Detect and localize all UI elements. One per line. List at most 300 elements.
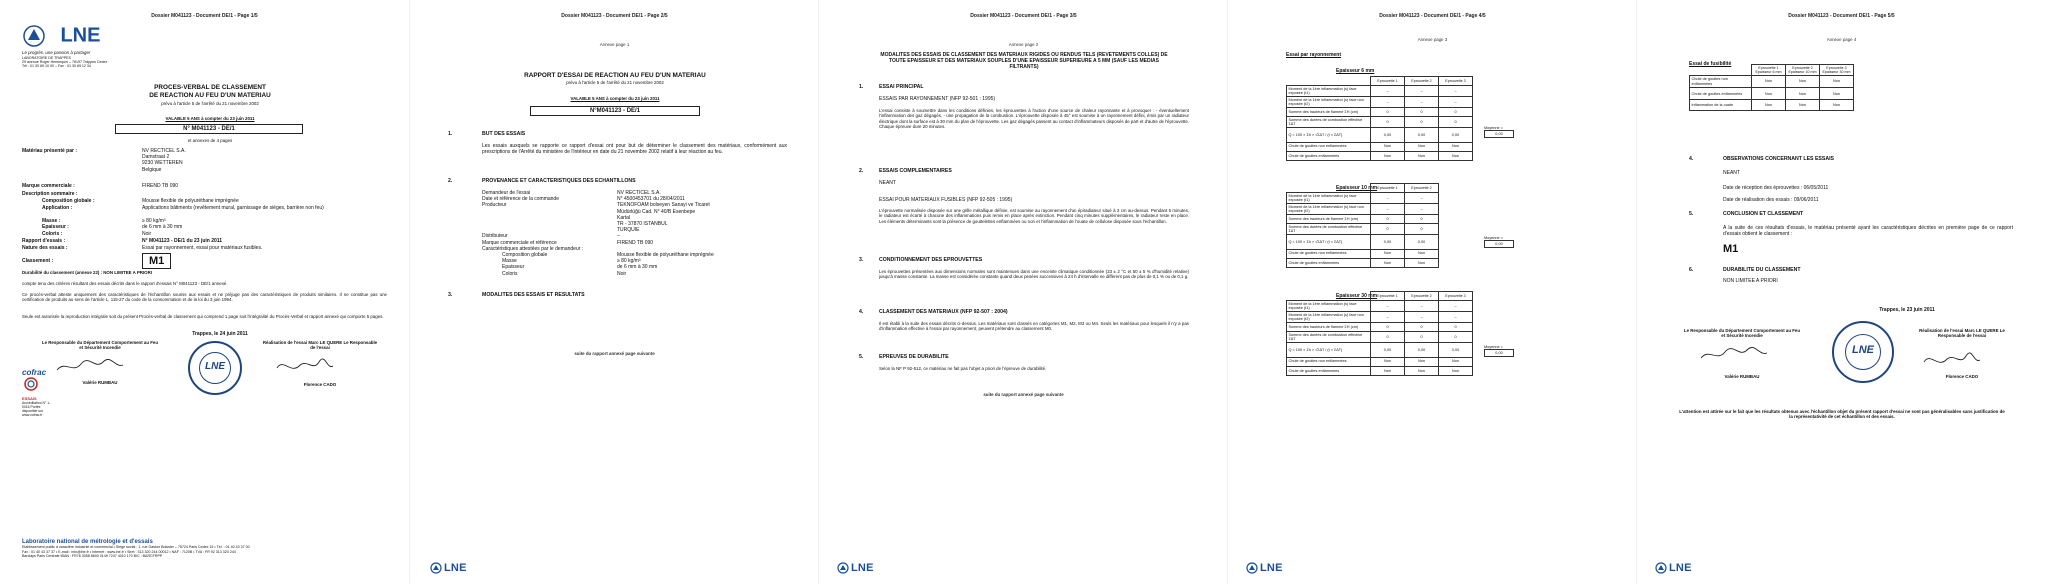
page-footer — [22, 539, 397, 559]
section-title: PROVENANCE ET CARACTERISTIQUES DES ECHANTILLONS — [482, 178, 636, 184]
cell: Non — [1405, 142, 1439, 151]
mean-value: 0,00 — [1484, 349, 1514, 357]
table-row — [1287, 86, 1473, 97]
block-title: Epaisseur 6 mm — [1336, 68, 1375, 74]
row-label: Coloris — [502, 270, 518, 277]
row-label: Chute de gouttes enflammées — [1287, 366, 1371, 375]
field-row — [22, 245, 392, 252]
subtitle: prévu à l'article 5 de l'arrêté du 21 novembre 2002 — [161, 101, 259, 106]
cell: – — [1439, 312, 1473, 323]
row-label: Composition globale — [502, 252, 548, 259]
cell: 0 — [1371, 117, 1405, 128]
field-label: Description sommaire : — [22, 191, 78, 197]
place-date: Trappes, le 24 juin 2011 — [192, 331, 248, 337]
cell: Non — [1752, 100, 1786, 110]
cell: 0 — [1439, 108, 1473, 117]
continued-note: suite du rapport annexé page suivante — [574, 351, 655, 356]
signatory-left-name: Valérie RUMBAU — [1724, 374, 1760, 379]
signature-left-icon — [1699, 344, 1769, 364]
section-number: 2. — [448, 178, 453, 184]
section-text: Les essais auxquels se rapporte ce rapport d'essai ont pour but de déterminer le classement des matériaux, conformément aux prescriptions de l'Arrêté du ministère de l'intérieur en date du 21 novembre 2002 relatif à leur réaction au feu. — [482, 143, 787, 156]
section-title: EPREUVES DE DURABILITE — [879, 354, 949, 360]
field-value: N° M041123 - DE/1 du 23 juin 2011 — [142, 237, 223, 244]
field-value: FIREND TB 090 — [142, 183, 179, 189]
cell: Non — [1371, 357, 1405, 366]
title-line-2: DE REACTION AU FEU D'UN MATERIAU — [149, 91, 271, 99]
lne-logo — [22, 24, 100, 48]
material-fields — [22, 148, 392, 252]
cell: Non — [1405, 366, 1439, 375]
column-header: Eprouvette 1 — [1371, 77, 1405, 86]
row-label: Moment de la 1ère inflammation (s) face exposée (t1) — [1287, 86, 1371, 97]
cell: 0 — [1405, 117, 1439, 128]
table-row — [1690, 76, 1854, 88]
mean-label: Moyenne = — [1484, 345, 1503, 349]
page-4 — [1227, 0, 1637, 584]
stamp-text: LNE — [205, 361, 225, 372]
cell: 0 — [1405, 323, 1439, 332]
mean-box — [1484, 236, 1514, 248]
column-header: Eprouvette 1 Epaisseur 6 mm — [1752, 65, 1786, 76]
column-header: Eprouvette 3 — [1439, 77, 1473, 86]
section-title: CONDITIONNEMENT DES EPROUVETTES — [879, 257, 983, 263]
signatory-right-title: Réalisation de l'essai Marc LE QUERE Le Responsable de l'essai — [1919, 328, 2005, 339]
cell: – — [1405, 204, 1439, 215]
field-label: Composition globale : — [42, 198, 95, 204]
table-row — [1287, 108, 1473, 117]
row-value: NV RECTICEL S.A. — [617, 190, 661, 196]
field-row — [22, 231, 392, 238]
row-label: Chute de gouttes non enflammées — [1287, 249, 1371, 258]
section-title: MODALITES DES ESSAIS ET RESULTATS — [482, 292, 585, 298]
row-label: Moment de la 1ère inflammation (s) face non exposée (t2) — [1287, 97, 1371, 108]
cell: – — [1439, 86, 1473, 97]
validity: VALABLE 5 ANS à compter du 23 juin 2011 — [165, 116, 255, 121]
mean-value: 0,00 — [1484, 130, 1514, 138]
page-header: Dossier M041123 - Document DE/1 - Page 2/5 — [561, 13, 668, 19]
tagline: Le progrès, une passion à partager — [22, 50, 91, 55]
row-value: – — [617, 233, 620, 240]
field-row — [22, 148, 392, 179]
section-subtitle: ESSAI POUR MATERIAUX FUSIBLES (NFP 92-505 : 1995) — [879, 197, 1013, 203]
signatory-left-title: Le Responsable du Département Comportement au Feu et Sécurité Incendie — [41, 340, 159, 351]
field-value: Applications bâtiments (revêtement mural, garnissage de sièges, barrière non feu) — [142, 205, 324, 211]
lne-footer-logo — [1246, 562, 1283, 574]
signatory-right-name: Florence CADO — [1945, 374, 1979, 379]
mean-value: 0,00 — [1484, 240, 1514, 248]
field-value: de 6 mm à 30 mm — [142, 224, 183, 231]
cell: 0 — [1405, 108, 1439, 117]
page-3 — [818, 0, 1228, 584]
logo-text: LNE — [1669, 562, 1692, 574]
cell: – — [1371, 97, 1405, 108]
row-label: Inflammation de la ouate — [1690, 100, 1752, 110]
signatory-right-title: Réalisation de l'essai Marc LE QUERE Le Responsable de l'essai — [262, 340, 378, 351]
table-row — [1287, 357, 1473, 366]
cell: – — [1405, 312, 1439, 323]
row-label: Chute de gouttes enflammées — [1287, 151, 1371, 160]
results-table-6mm — [1286, 76, 1473, 161]
signature-right-icon — [1922, 350, 1982, 370]
block-title: Epaisseur 30 mm — [1336, 293, 1378, 299]
table-row — [1287, 332, 1473, 343]
footer-title: Laboratoire national de métrologie et d'essais — [22, 539, 153, 545]
durability-value: NON LIMITEE A PRIORI — [1723, 278, 1778, 284]
mean-box — [1484, 345, 1514, 357]
column-header: Eprouvette 2 Epaisseur 10 mm — [1786, 65, 1820, 76]
field-label: Nature des essais : — [22, 244, 68, 251]
table-row — [1287, 117, 1473, 128]
fusibility-table — [1689, 64, 1854, 111]
field-value: Mousse flexible de polyuréthane imprégnée — [142, 198, 239, 204]
section-number: 2. — [859, 168, 864, 174]
doc-number-box — [115, 124, 305, 134]
mean-label: Moyenne = — [1484, 236, 1503, 240]
table-row — [1287, 249, 1439, 258]
lne-footer-logo — [837, 562, 874, 574]
cell: – — [1439, 301, 1473, 312]
column-header: Eprouvette 1 — [1371, 292, 1405, 301]
empty-cell — [1287, 292, 1371, 301]
row-label: Somme des hauteurs de flamme ΣH (cm) — [1287, 215, 1371, 224]
lne-footer-logo — [1655, 562, 1692, 574]
row-label: Chute de gouttes enflammées — [1690, 88, 1752, 100]
field-value: Essai par rayonnement, essai pour matériaux fusibles. — [142, 244, 263, 251]
classification-label: Classement : — [22, 257, 54, 264]
row-label: Producteur — [482, 202, 507, 209]
row-label: Caractéristiques attestées par le demandeur : — [482, 245, 584, 252]
section-text: Selon la NF P 92-512, ce matériau ne fait pas l'objet a priori de l'épreuve de durabilité. — [879, 366, 1047, 371]
section-title: ESSAI PRINCIPAL — [879, 84, 924, 90]
cell: 0 — [1439, 323, 1473, 332]
empty-cell — [1287, 184, 1371, 193]
row-value: ≥ 80 kg/m³ — [617, 258, 641, 265]
cofrac-text: cofrac — [22, 368, 47, 377]
page-title — [60, 84, 360, 99]
cell: – — [1405, 193, 1439, 204]
field-row — [22, 238, 392, 245]
row — [482, 271, 792, 277]
section-number: 1. — [859, 84, 864, 90]
table-row — [1690, 88, 1854, 100]
lab-line: 29 avenue Roger Hennequin – 78197 Trappes Cedex — [22, 60, 108, 65]
cell: 0 — [1405, 224, 1439, 235]
cell: Non — [1820, 100, 1854, 110]
cell: – — [1405, 86, 1439, 97]
subtitle: prévu à l'article 5 de l'arrêté du 21 novembre 2002 — [566, 80, 664, 85]
table-header-row — [1287, 184, 1439, 193]
doc-number-box — [530, 106, 700, 116]
table-row — [1690, 100, 1854, 110]
section-number: 1. — [448, 131, 453, 137]
disclaimer-notice: L'attention est attirée sur le fait que les résultats obtenus avec l'échantillon objet du présent rapport d'essai ne sont pas généralisables sans justification de la représentativité de cet échantillon et des essais. — [1679, 409, 2005, 420]
page-title: MODALITES DES ESSAIS DE CLASSEMENT DES MATERIAUX RIGIDES OU RENDUS TELS (REVETEMENTS COLLES) DE TOUTE EPAISSEUR ET DES MATERIAUX SOUPLES D'UNE EPAISSEUR SUPERIEURE A 5 MM (SAUF LES MEDIAS FILTRANTS) — [880, 52, 1168, 71]
cell: Non — [1786, 76, 1820, 88]
row-label: Somme des hauteurs de flamme ΣH (cm) — [1287, 323, 1371, 332]
annex-label: Annexe page 4 — [1826, 37, 1857, 42]
field-row — [22, 205, 392, 218]
reception-date: Date de réception des éprouvettes : 06/05/2011 — [1723, 185, 1829, 191]
cell: 0,00 — [1371, 128, 1405, 142]
row-label: Demandeur de l'essai — [482, 190, 531, 196]
cell: 0 — [1371, 215, 1405, 224]
field-label: Coloris : — [42, 230, 63, 237]
lne-emblem-icon — [837, 562, 849, 574]
doc-number: N° M041123 - DE/1 — [115, 124, 303, 134]
field-label: Application : — [42, 205, 73, 211]
classification-value: M1 — [1723, 243, 1739, 255]
table-row — [1287, 97, 1473, 108]
cell: Non — [1439, 357, 1473, 366]
cell: Non — [1371, 249, 1405, 258]
signature-right-icon — [275, 356, 335, 376]
cell: Non — [1371, 151, 1405, 160]
lab-line: LABORATOIRE DE TRAPPES — [22, 56, 71, 60]
table-row — [1287, 193, 1439, 204]
section-subtitle: ESSAIS PAR RAYONNEMENT (NFP 92-501 : 1995) — [879, 96, 996, 102]
cell: Non — [1820, 76, 1854, 88]
table-row — [1287, 151, 1473, 160]
row-label: Somme des durées de combustion effective Σ∆T — [1287, 332, 1371, 343]
continued-note: suite du rapport annexé page suivante — [983, 392, 1064, 397]
cell: 0 — [1371, 323, 1405, 332]
cell: Non — [1405, 357, 1439, 366]
section-number: 3. — [859, 257, 864, 263]
cell: Non — [1371, 142, 1405, 151]
paragraph-criteria: compte tenu des critères résultant des essais décrits dans le rapport d'essais N° M041123 - DE/1 annexé. — [22, 281, 228, 286]
page-header: Dossier M041123 - Document DE/1 - Page 1/5 — [151, 13, 258, 19]
signatory-right-name: Florence CADO — [303, 382, 337, 387]
cell: Non — [1439, 142, 1473, 151]
validity: VALABLE 5 ANS à compter du 23 juin 2011 — [570, 96, 660, 101]
table-row — [1287, 215, 1439, 224]
annex-label: Annexe page 3 — [1417, 37, 1448, 42]
field-label: Masse : — [42, 218, 61, 224]
field-row — [22, 198, 392, 205]
section-value: NEANT — [879, 180, 896, 186]
column-header: Eprouvette 2 — [1405, 77, 1439, 86]
annex-label: Annexe page 2 — [1008, 42, 1039, 47]
signatory-left-title: Le Responsable du Département Comportement au Feu et Sécurité Incendie — [1683, 328, 1801, 339]
row-label: Chute de gouttes non enflammées — [1690, 76, 1752, 88]
empty-cell — [1287, 77, 1371, 86]
lab-line: Tél : 01 30 69 10 00 – Fax : 01 30 69 12 34 — [22, 64, 91, 69]
table-row — [1287, 343, 1473, 357]
row-value: de 6 mm à 30 mm — [617, 264, 658, 271]
accreditation-text: Accréditation N° 1-0016 Portée disponible sur www.cofrac.fr — [22, 401, 51, 417]
section-text: L'essai consiste à soumettre dans les conditions définies, les éprouvettes à l'action d'une source de chaleur rayonnante et à provoquer : - éventuellement l'inflammation des gaz dégagés, - une propagation de la combustion. L'éprouvette disposée à 45° est soumise à un rayonnement défini, émis par un radiateur électrique dont la surface est à 30 mm du plan de l'éprouvette. Les gaz dégagés passent au contact d'inflammateurs disposés de part et d'autre de l'éprouvette. Chaque épreuve dure 20 minutes. — [879, 108, 1189, 130]
field-label: Matériau présenté par : — [22, 148, 78, 154]
row-label: Q = 100 × Σh × √Σ∆T / (t × Σ∆T) — [1287, 235, 1371, 249]
cell: 0 — [1439, 332, 1473, 343]
signature-left-icon — [55, 356, 125, 376]
annex-label: Annexe page 1 — [599, 42, 630, 47]
cell: 0,00 — [1371, 343, 1405, 357]
row-label: Chute de gouttes non enflammées — [1287, 357, 1371, 366]
section-number: 5. — [859, 354, 864, 360]
table-row — [1287, 258, 1439, 267]
column-header: Eprouvette 2 — [1405, 292, 1439, 301]
section-title: OBSERVATIONS CONCERNANT LES ESSAIS — [1723, 156, 1834, 162]
page-title: RAPPORT D'ESSAI DE REACTION AU FEU D'UN MATERIAU — [524, 72, 706, 79]
section-number: 5. — [1689, 211, 1694, 217]
footer-line: Etablissement public à caractère industriel et commercial • Siège social : 1, rue Gaston Boissier – 75724 Paris Cedex 15 • Tél. : 01 40 43 37 00 — [22, 545, 250, 549]
cell: 0 — [1405, 215, 1439, 224]
section-text: Les éprouvettes présentées aux dimensions normales sont maintenues dans une enceinte climatique conditionnée (23 ± 2 °C et 50 ± 5 % d'humidité relative) jusqu'à masse constante. La masse est considérée constante quand deux pesées successives à 24 h d'intervalle ne diffèrent pas de plus de 0,1 % ou de 0,1 g. — [879, 269, 1189, 280]
footer-line: Barclays Paris Centrale IBAN : FR76 3058 8600 0149 7247 4010 170 BIC : BARCFRPP — [22, 554, 163, 559]
row-label: Chute de gouttes non enflammées — [1287, 142, 1371, 151]
section-title: Essai par rayonnement — [1286, 52, 1342, 58]
cell: Non — [1371, 366, 1405, 375]
field-row — [22, 191, 392, 198]
cell: 0 — [1371, 108, 1405, 117]
row-label: Somme des durées de combustion effective Σ∆T — [1287, 224, 1371, 235]
cell: – — [1405, 301, 1439, 312]
row-label: Somme des durées de combustion effective Σ∆T — [1287, 117, 1371, 128]
results-table-30mm — [1286, 291, 1473, 376]
table-row — [1287, 366, 1473, 375]
row-label: Q = 100 × Σh × √Σ∆T / (t × Σ∆T) — [1287, 343, 1371, 357]
row-label: Moment de la 1ère inflammation (s) face non exposée (t2) — [1287, 204, 1371, 215]
cell: 0,00 — [1371, 235, 1405, 249]
logo-text: LNE — [1260, 562, 1283, 574]
row-label: Q = 100 × Σh × √Σ∆T / (t × Σ∆T) — [1287, 128, 1371, 142]
cell: – — [1371, 204, 1405, 215]
cell: – — [1371, 193, 1405, 204]
logo-text: LNE — [444, 562, 467, 574]
cofrac-emblem-icon — [22, 377, 40, 391]
section-title: ESSAIS COMPLEMENTAIRES — [879, 168, 952, 174]
field-label: Epaisseur : — [42, 224, 69, 231]
cell: 0,00 — [1405, 343, 1439, 357]
empty-cell — [1690, 65, 1752, 76]
classification-value: M1 — [142, 253, 171, 269]
cell: Non — [1786, 100, 1820, 110]
row-label: Somme des hauteurs de flamme ΣH (cm) — [1287, 108, 1371, 117]
cell: Non — [1405, 249, 1439, 258]
durability: Durabilité du classement (annexe 22) : NON LIMITEE A PRIORI — [22, 270, 152, 275]
cell: – — [1371, 301, 1405, 312]
table-row — [1287, 301, 1473, 312]
page-header: Dossier M041123 - Document DE/1 - Page 4/5 — [1379, 13, 1486, 19]
cell: – — [1405, 97, 1439, 108]
table-row — [1287, 128, 1473, 142]
mean-label: Moyenne = — [1484, 126, 1503, 130]
cell: Non — [1820, 88, 1854, 100]
cell: Non — [1371, 258, 1405, 267]
table-header-row — [1690, 65, 1854, 76]
lne-emblem-icon — [22, 24, 56, 48]
row-label: Moment de la 1ère inflammation (s) face non exposée (t2) — [1287, 312, 1371, 323]
table-row — [1287, 312, 1473, 323]
paragraph-reproduction: Seule est autorisée la reproduction intégrale soit du présent Procès-verbal de classement qui comprend 1 page soit l'intégralité du Procès-Verbal et rapport annexé qui comporte 5 pages. — [22, 314, 384, 319]
cell: Non — [1752, 76, 1786, 88]
field-value: NV RECTICEL S.A. Damstraat 2 9230 WETTEREN Belgique — [142, 148, 186, 173]
row-label: Distributeur — [482, 233, 508, 240]
table-row — [1287, 142, 1473, 151]
official-stamp-icon — [1832, 321, 1894, 383]
row-label: Marque commerciale et référence — [482, 239, 557, 246]
table-row — [1287, 235, 1439, 249]
section-title: CONCLUSION ET CLASSEMENT — [1723, 211, 1804, 217]
lne-emblem-icon — [1655, 562, 1667, 574]
cell: Non — [1439, 151, 1473, 160]
column-header: Eprouvette 3 — [1439, 292, 1473, 301]
cell: Non — [1439, 366, 1473, 375]
cell: 0 — [1405, 332, 1439, 343]
test-date: Date de réalisation des essais : 09/06/2011 — [1723, 197, 1819, 203]
sample-characteristics — [482, 190, 792, 277]
page-2 — [409, 0, 819, 584]
block-title: Epaisseur 10 mm — [1336, 185, 1378, 191]
page-header: Dossier M041123 - Document DE/1 - Page 3/5 — [970, 13, 1077, 19]
column-header: Eprouvette 1 — [1371, 184, 1405, 193]
row — [482, 202, 792, 233]
classification — [22, 253, 171, 269]
results-table-10mm — [1286, 183, 1439, 268]
row-value: N° 4500453701 du 28/04/2011 — [617, 196, 685, 203]
field-row — [22, 183, 392, 191]
doc-number: N°M041123 - DE/1 — [530, 106, 700, 116]
stamp-text: LNE — [1852, 344, 1874, 356]
row-label: Chute de gouttes enflammées — [1287, 258, 1371, 267]
section-number: 4. — [1689, 156, 1694, 162]
cell: 0,00 — [1439, 128, 1473, 142]
row-label: Epaisseur — [502, 264, 525, 271]
cell: 0,00 — [1405, 128, 1439, 142]
section-number: 6. — [1689, 267, 1694, 273]
cell: Non — [1405, 258, 1439, 267]
field-value: Noir — [142, 230, 152, 237]
page-1 — [0, 0, 409, 584]
row-value: Noir — [617, 270, 627, 277]
signatory-left-name: Valérie RUMBAU — [82, 380, 118, 385]
row-label: Moment de la 1ère inflammation (s) face exposée (t1) — [1287, 301, 1371, 312]
cell: Non — [1405, 151, 1439, 160]
table-row — [1287, 224, 1439, 235]
row-value: FIREND TB 090 — [617, 239, 654, 246]
row-label: Date et référence de la commande — [482, 196, 559, 203]
footer-line: Fax : 01 40 43 37 37 • E-mail : info@lne.fr • Internet : www.lne.fr • Siret : 313 320 244 00012 • NAF : 7120B • TVA : FR 92 313 320 244 — [22, 549, 236, 554]
mean-box — [1484, 126, 1514, 138]
cell: 0,00 — [1439, 343, 1473, 357]
column-header: Eprouvette 3 Epaisseur 30 mm — [1820, 65, 1854, 76]
table-header-row — [1287, 77, 1473, 86]
logo-text: LNE — [60, 24, 101, 47]
section-title: DURABILITE DU CLASSEMENT — [1723, 267, 1801, 273]
official-stamp-icon — [188, 341, 242, 395]
cell: 0 — [1371, 224, 1405, 235]
row-label: Masse — [502, 258, 517, 265]
section-value: NEANT — [1723, 170, 1740, 176]
table-row — [1287, 323, 1473, 332]
cofrac-sub: ESSAIS — [22, 396, 37, 401]
section-number: 4. — [859, 309, 864, 315]
place-date: Trappes, le 23 juin 2011 — [1879, 307, 1935, 313]
pages-note: et annexes de 4 pages — [187, 138, 233, 143]
cell: – — [1371, 312, 1405, 323]
field-value: ≥ 80 kg/m³ — [142, 218, 166, 224]
section-number: 3. — [448, 292, 453, 298]
table-header-row — [1287, 292, 1473, 301]
cell: – — [1439, 97, 1473, 108]
page-5 — [1636, 0, 2046, 584]
table-row — [1287, 204, 1439, 215]
section-title: CLASSEMENT DES MATERIAUX (NFP 92-507 : 2004) — [879, 309, 1008, 315]
lne-emblem-icon — [430, 562, 442, 574]
cell: 0 — [1371, 332, 1405, 343]
cell: 0 — [1439, 117, 1473, 128]
